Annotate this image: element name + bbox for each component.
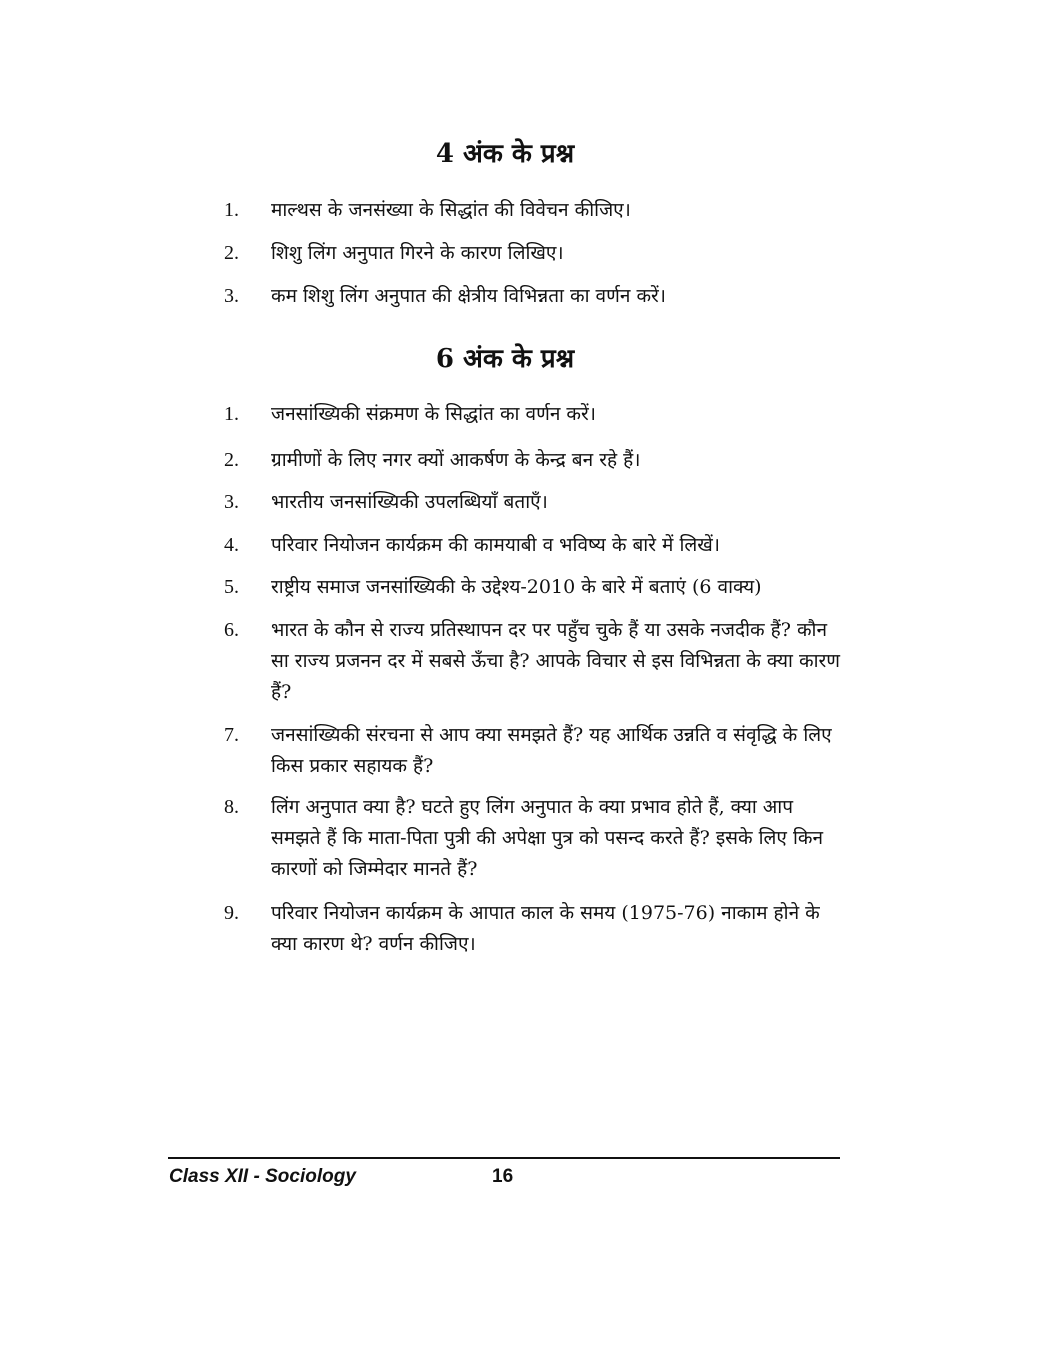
question-text: परिवार नियोजन कार्यक्रम के आपात काल के समय (1975-76) नाकाम होने के क्या कारण थे? वर्णन कीजिए। <box>271 902 820 955</box>
question-number: 7. <box>224 724 239 746</box>
footer-class-label: Class XII - Sociology <box>169 1166 356 1187</box>
question-text: भारत के कौन से राज्य प्रतिस्थापन दर पर पहुँच चुके हैं या उसके नजदीक हैं? कौन सा राज्य प्रजनन दर में सबसे ऊँचा है? आपके विचार से इस विभिन्नता के क्या कारण हैं? <box>271 619 840 703</box>
question-text: ग्रामीणों के लिए नगर क्यों आकर्षण के केन्द्र बन रहे हैं। <box>271 449 641 471</box>
question-number: 5. <box>224 576 239 598</box>
question-number: 9. <box>224 902 239 924</box>
question-text: माल्थस के जनसंख्या के सिद्धांत की विवेचन कीजिए। <box>271 199 631 221</box>
section-title-6-marks: 6 अंक के प्रश्न <box>435 344 575 374</box>
question-text: कम शिशु लिंग अनुपात की क्षेत्रीय विभिन्नता का वर्णन करें। <box>271 285 667 307</box>
question-text: राष्ट्रीय समाज जनसांख्यिकी के उद्देश्य-2010 के बारे में बताएं (6 वाक्य) <box>271 576 762 598</box>
question-number: 6. <box>224 619 239 641</box>
question-text: शिशु लिंग अनुपात गिरने के कारण लिखिए। <box>271 242 564 264</box>
question-text: लिंग अनुपात क्या है? घटते हुए लिंग अनुपात के क्या प्रभाव होते हैं, क्या आप समझते हैं कि माता-पिता पुत्री की अपेक्षा पुत्र को पसन्द करते हैं? इसके लिए किन कारणों को जिम्मेदार मानते हैं? <box>271 796 824 880</box>
question-number: 1. <box>224 403 239 425</box>
question-text: जनसांख्यिकी संरचना से आप क्या समझते हैं? यह आर्थिक उन्नति व संवृद्धि के लिए किस प्रकार सहायक हैं? <box>271 724 832 777</box>
footer-divider <box>168 1157 840 1159</box>
question-number: 8. <box>224 796 239 818</box>
question-number: 2. <box>224 242 239 264</box>
page-number: 16 <box>492 1166 514 1187</box>
question-text: जनसांख्यिकी संक्रमण के सिद्धांत का वर्णन करें। <box>271 403 596 425</box>
question-text: परिवार नियोजन कार्यक्रम की कामयाबी व भविष्य के बारे में लिखें। <box>271 534 720 556</box>
question-number: 4. <box>224 534 239 556</box>
question-number: 3. <box>224 285 239 307</box>
question-number: 1. <box>224 199 239 221</box>
section-title-4-marks: 4 अंक के प्रश्न <box>435 139 575 169</box>
question-number: 3. <box>224 491 239 513</box>
question-text: भारतीय जनसांख्यिकी उपलब्धियाँ बताएँ। <box>271 491 548 513</box>
question-number: 2. <box>224 449 239 471</box>
